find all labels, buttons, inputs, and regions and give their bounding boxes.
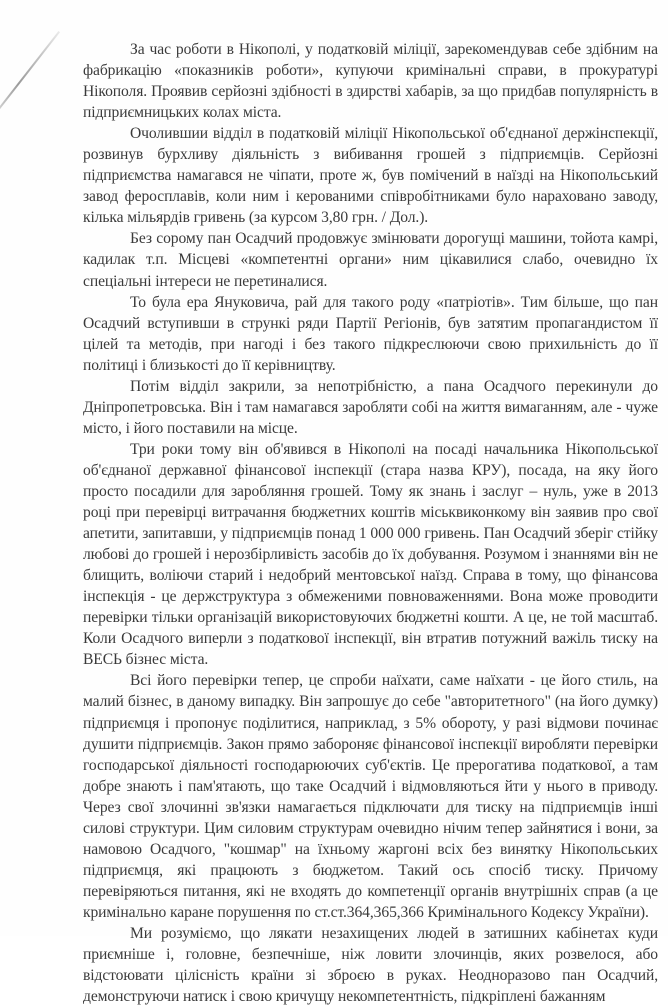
paragraph-4: То була ера Януковича, рай для такого роду «патріотів». Тим більше, що пан Осадчий вступивши в стрункі ряди Партії Регіонів, був затятим пропагандистом її цілей та методів, при нагоді і без такого підкреслюючи свою прихильність до її політиці і близькості до її керівництву. [83, 293, 658, 374]
paragraph-3: Без сорому пан Осадчий продовжує змінювати дорогущі машини, тойота камрі, кадилак т.п. Місцеві «компетентні органи» ним цікавилися слабо, очевидно їх спеціальні інтереси не перетиналися. [83, 230, 658, 290]
paragraph-5: Потім відділ закрили, за непотрібністю, а пана Осадчого перекинули до Дніпропетровська. Він і там намагався заробляти собі на життя вимаганням, але - чуже місто, і його поставили на місце. [83, 377, 658, 437]
paragraph-8: Ми розуміємо, що лякати незахищених людей в затишних кабінетах куди приємніше і, головне, безпечніше, ніж ловити злочинців, яких розвелося, або відстоювати цілісність країни зі зброєю в руках. Неодноразово пан Осадчий, демонструючи натиск і свою кричущу некомпетентність, підкріплені бажанням [83, 924, 658, 1006]
paragraph-1: За час роботи в Нікополі, у податковій міліції, зарекомендував себе здібним на фабрикацію «показників роботи», купуючи кримінальні справи, в прокуратурі Нікополя. Проявив серйозні здібності в здирстві хабарів, за що придбав популярність в підприємницьких колах міста. [83, 41, 658, 122]
paragraph-6: Три роки тому він об'явився в Нікополі на посаді начальника Нікопольської об'єднаної державної фінансової інспекції (стара назва КРУ), посада, на яку його просто посадили для заробляння грошей. Тому як знань і заслуг – нуль, уже в 2013 році при перевірці витрачання бюджетних коштів міськвиконкому він заявив про свої апетити, запитавши, у підприємців понад 1 000 000 гривень. Пан Осадчий зберіг стійку любові до грошей і нерозбірливість засобів до їх добування. Розумом і знаннями він не блищить, воліючи старий і недобрий ментовської наїзд. Справа в тому, що фінансова інспекція - це держструктура з обмеженими повноваженнями. Вона може проводити перевірки тільки організацій використовуючих бюджетні кошти. А це, не той масштаб. Коли Осадчого виперли з податкової інспекції, він втратив потужний важіль тиску на ВЕСЬ бізнес міста. [83, 440, 658, 669]
paper-edge-mark [0, 31, 60, 119]
paragraph-2: Очолившии відділ в податковій міліції Нікопольської об'єднаної держінспекції, розвинув бурхливу діяльність з вибивання грошей з підприємців. Серйозні підприємства намагався не чіпати, проте ж, був помічений в наїзді на Нікопольський завод феросплавів, коли ним і керованими співробітниками було нараховано заводу, кілька мільярдів гривень (за курсом 3,80 грн. / Дол.). [83, 125, 658, 227]
document-body [83, 39, 658, 1007]
paragraph-7: Всі його перевірки тепер, це спроби наїхати, саме наїхати - це його стиль, на малий бізнес, в даному випадку. Він запрошує до себе "авторитетного" (на його думку) підприємця і пропонує поділитися, наприклад, з 5% обороту, у разі відмови починає душити підприємців. Закон прямо забороняє фінансової інспекції виробляти перевірки господарської діяльності господарюючих суб'єктів. Це прерогатива податкової, а там добре знають і пам'ятають, що таке Осадчий і відмовляються йти у нього в приводу. Через свої злочинні зв'язки намагається підключати для тиску на підприємців інші силові структури. Цим силовим структурам очевидно нічим тепер зайнятися і вони, за намовою Осадчого, "кошмар" на їхньому жаргоні всіх без винятку Нікопольських підприємця, які працюють з бюджетом. Такий ось спосіб тиску. Причому перевіряються питання, які не входять до компетенції органів внутрішніх справ (а це кримінально каране порушення по ст.ст.364,365,366 Кримінального Кодексу України). [83, 672, 658, 921]
